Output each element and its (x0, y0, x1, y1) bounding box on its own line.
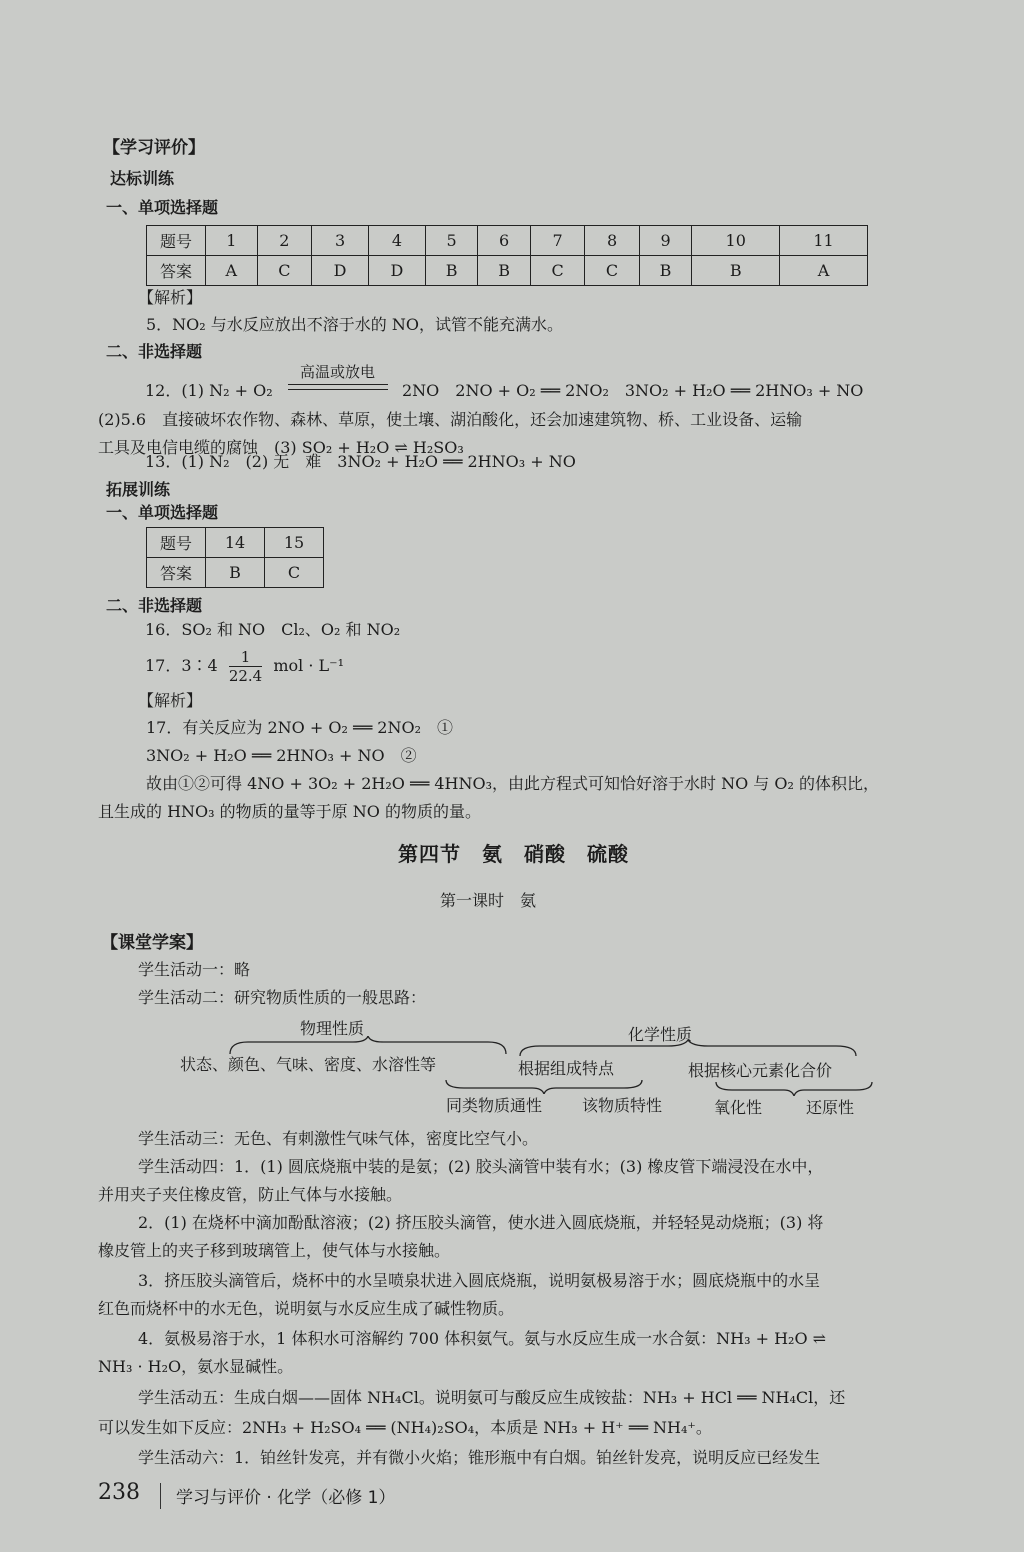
table-cell: 14 (206, 528, 265, 558)
table-cell: 7 (530, 226, 584, 256)
book-title: 学习与评价 · 化学（必修 1） (176, 1488, 396, 1508)
table-cell: B (206, 558, 265, 588)
activity-4-line4: 橡皮管上的夹子移到玻璃管上，使气体与水接触。 (98, 1241, 451, 1260)
lesson-title: 第一课时 氨 (440, 891, 537, 910)
standard-training-heading: 达标训练 (110, 169, 175, 188)
table-cell: 4 (369, 226, 426, 256)
activity-4-line7: 4．氨极易溶于水，1 体积水可溶解约 700 体积氨气。氨与水反应生成一水合氨：NH₃ + H₂O ⇌ (138, 1329, 827, 1348)
table-cell: C (530, 256, 584, 286)
q12-line1-start: 12．(1) N₂ + O₂ (145, 381, 273, 400)
non-choice-heading-2: 二、非选择题 (106, 596, 203, 615)
analysis-label-1: 【解析】 (138, 288, 203, 307)
activity-4-line6: 红色而烧杯中的水无色，说明氨与水反应生成了碱性物质。 (98, 1299, 515, 1318)
table-cell: 10 (692, 226, 780, 256)
table-row (147, 256, 868, 286)
q16: 16．SO₂ 和 NO Cl₂、O₂ 和 NO₂ (145, 620, 401, 639)
table-cell: 11 (780, 226, 868, 256)
analysis2-line2: 3NO₂ + H₂O ══ 2HNO₃ + NO ② (146, 746, 417, 765)
table-cell: B (692, 256, 780, 286)
section-title: 第四节 氨 硝酸 硫酸 (398, 842, 629, 866)
activity-4-line5: 3．挤压胶头滴管后，烧杯中的水呈喷泉状进入圆底烧瓶，说明氨极易溶于水；圆底烧瓶中的水呈 (138, 1271, 821, 1290)
reaction-arrow-line (288, 384, 388, 385)
q17-prefix: 17．3∶4 (145, 656, 218, 675)
by-valence-label: 根据核心元素化合价 (688, 1061, 833, 1080)
single-choice-heading-2: 一、单项选择题 (106, 503, 219, 522)
q12-line3: 工具及电信电缆的腐蚀 (3) SO₂ + H₂O ⇌ H₂SO₃ (98, 438, 464, 457)
q17-fraction (229, 648, 262, 685)
table-row (147, 558, 324, 588)
table-cell: C (585, 256, 639, 286)
table-cell: B (478, 256, 530, 286)
fraction-denominator: 22.4 (228, 667, 263, 685)
q5-analysis: 5．NO₂ 与水反应放出不溶于水的 NO，试管不能充满水。 (146, 315, 564, 334)
analysis2-line4: 且生成的 HNO₃ 的物质的量等于原 NO 的物质的量。 (98, 802, 481, 821)
analysis-label-2: 【解析】 (138, 691, 203, 710)
answer-table-1 (146, 225, 868, 286)
table-cell: 题号 (147, 226, 206, 256)
table-cell: C (265, 558, 324, 588)
common-properties-label: 同类物质通性 (446, 1096, 543, 1115)
table-cell: B (425, 256, 477, 286)
q12-line1-end: 2NO 2NO + O₂ ══ 2NO₂ 3NO₂ + H₂O ══ 2HNO₃ + NO (402, 381, 864, 400)
by-composition-label: 根据组成特点 (518, 1059, 615, 1078)
activity-4-line1: 学生活动四：1．(1) 圆底烧瓶中装的是氨；(2) 胶头滴管中装有水；(3) 橡皮管下端浸没在水中， (138, 1157, 824, 1176)
activity-4-line2: 并用夹子夹住橡皮管，防止气体与水接触。 (98, 1185, 403, 1204)
table-cell: A (206, 256, 258, 286)
table-cell: C (257, 256, 311, 286)
analysis2-line3: 故由①②可得 4NO + 3O₂ + 2H₂O ══ 4HNO₃，由此方程式可知恰好溶于水时 NO 与 O₂ 的体积比， (146, 774, 880, 793)
table-cell: 题号 (147, 528, 206, 558)
section-eval-heading: 【学习评价】 (103, 138, 205, 158)
non-choice-heading: 二、非选择题 (106, 342, 203, 361)
activity-5-line2: 可以发生如下反应：2NH₃ + H₂SO₄ ══ (NH₄)₂SO₄，本质是 NH₃ + H⁺ ══ NH₄⁺。 (98, 1418, 712, 1437)
chemical-properties-label: 化学性质 (628, 1025, 693, 1044)
table-cell: 5 (425, 226, 477, 256)
table-row (147, 226, 868, 256)
brace-icon (444, 1078, 644, 1094)
page-number: 238 (98, 1480, 140, 1505)
oxidizing-label: 氧化性 (714, 1098, 763, 1117)
activity-1: 学生活动一：略 (138, 960, 251, 979)
table-cell: D (369, 256, 426, 286)
footer-divider (160, 1483, 161, 1509)
table-cell: 1 (206, 226, 258, 256)
single-choice-heading: 一、单项选择题 (106, 198, 219, 217)
table-cell: A (780, 256, 868, 286)
table-cell: 答案 (147, 256, 206, 286)
activity-4-line3: 2．(1) 在烧杯中滴加酚酞溶液；(2) 挤压胶头滴管，使水进入圆底烧瓶，并轻轻晃动烧瓶；(3) 将 (138, 1213, 824, 1232)
table-cell: 9 (639, 226, 691, 256)
q17-unit: mol · L⁻¹ (273, 656, 344, 675)
table-cell: D (312, 256, 369, 286)
q12-condition: 高温或放电 (300, 363, 376, 381)
table-row (147, 528, 324, 558)
activity-6-line1: 学生活动六：1．铂丝针发亮，并有微小火焰；锥形瓶中有白烟。铂丝针发亮，说明反应已经发生 (138, 1448, 821, 1467)
table-cell: 6 (478, 226, 530, 256)
activity-4-line8: NH₃ · H₂O，氨水显碱性。 (98, 1357, 294, 1376)
brace-icon (714, 1080, 874, 1096)
q13: 13．(1) N₂ (2) 无 难 3NO₂ + H₂O ══ 2HNO₃ + NO (145, 452, 576, 471)
answer-table-2 (146, 527, 324, 588)
table-cell: B (639, 256, 691, 286)
activity-3: 学生活动三：无色、有刺激性气味气体，密度比空气小。 (138, 1129, 539, 1148)
reducing-label: 还原性 (806, 1098, 855, 1117)
table-cell: 答案 (147, 558, 206, 588)
reaction-arrow-line (288, 389, 388, 390)
activity-2: 学生活动二：研究物质性质的一般思路： (138, 988, 427, 1007)
classroom-heading: 【课堂学案】 (101, 933, 203, 953)
fraction-numerator: 1 (229, 648, 262, 667)
extend-training-heading: 拓展训练 (106, 480, 171, 499)
q17 (145, 648, 344, 685)
table-cell: 8 (585, 226, 639, 256)
physical-properties-label: 物理性质 (300, 1019, 365, 1038)
special-properties-label: 该物质特性 (582, 1096, 663, 1115)
table-cell: 15 (265, 528, 324, 558)
analysis2-line1: 17．有关反应为 2NO + O₂ ══ 2NO₂ ① (146, 718, 454, 737)
activity-5-line1: 学生活动五：生成白烟——固体 NH₄Cl。说明氨可与酸反应生成铵盐：NH₃ + HCl ══ NH₄Cl，还 (138, 1388, 846, 1407)
physical-properties-items: 状态、颜色、气味、密度、水溶性等 (180, 1055, 437, 1074)
q12-line2: (2)5.6 直接破坏农作物、森林、草原，使土壤、湖泊酸化，还会加速建筑物、桥、工业设备、运输 (98, 410, 803, 429)
table-cell: 3 (312, 226, 369, 256)
table-cell: 2 (257, 226, 311, 256)
